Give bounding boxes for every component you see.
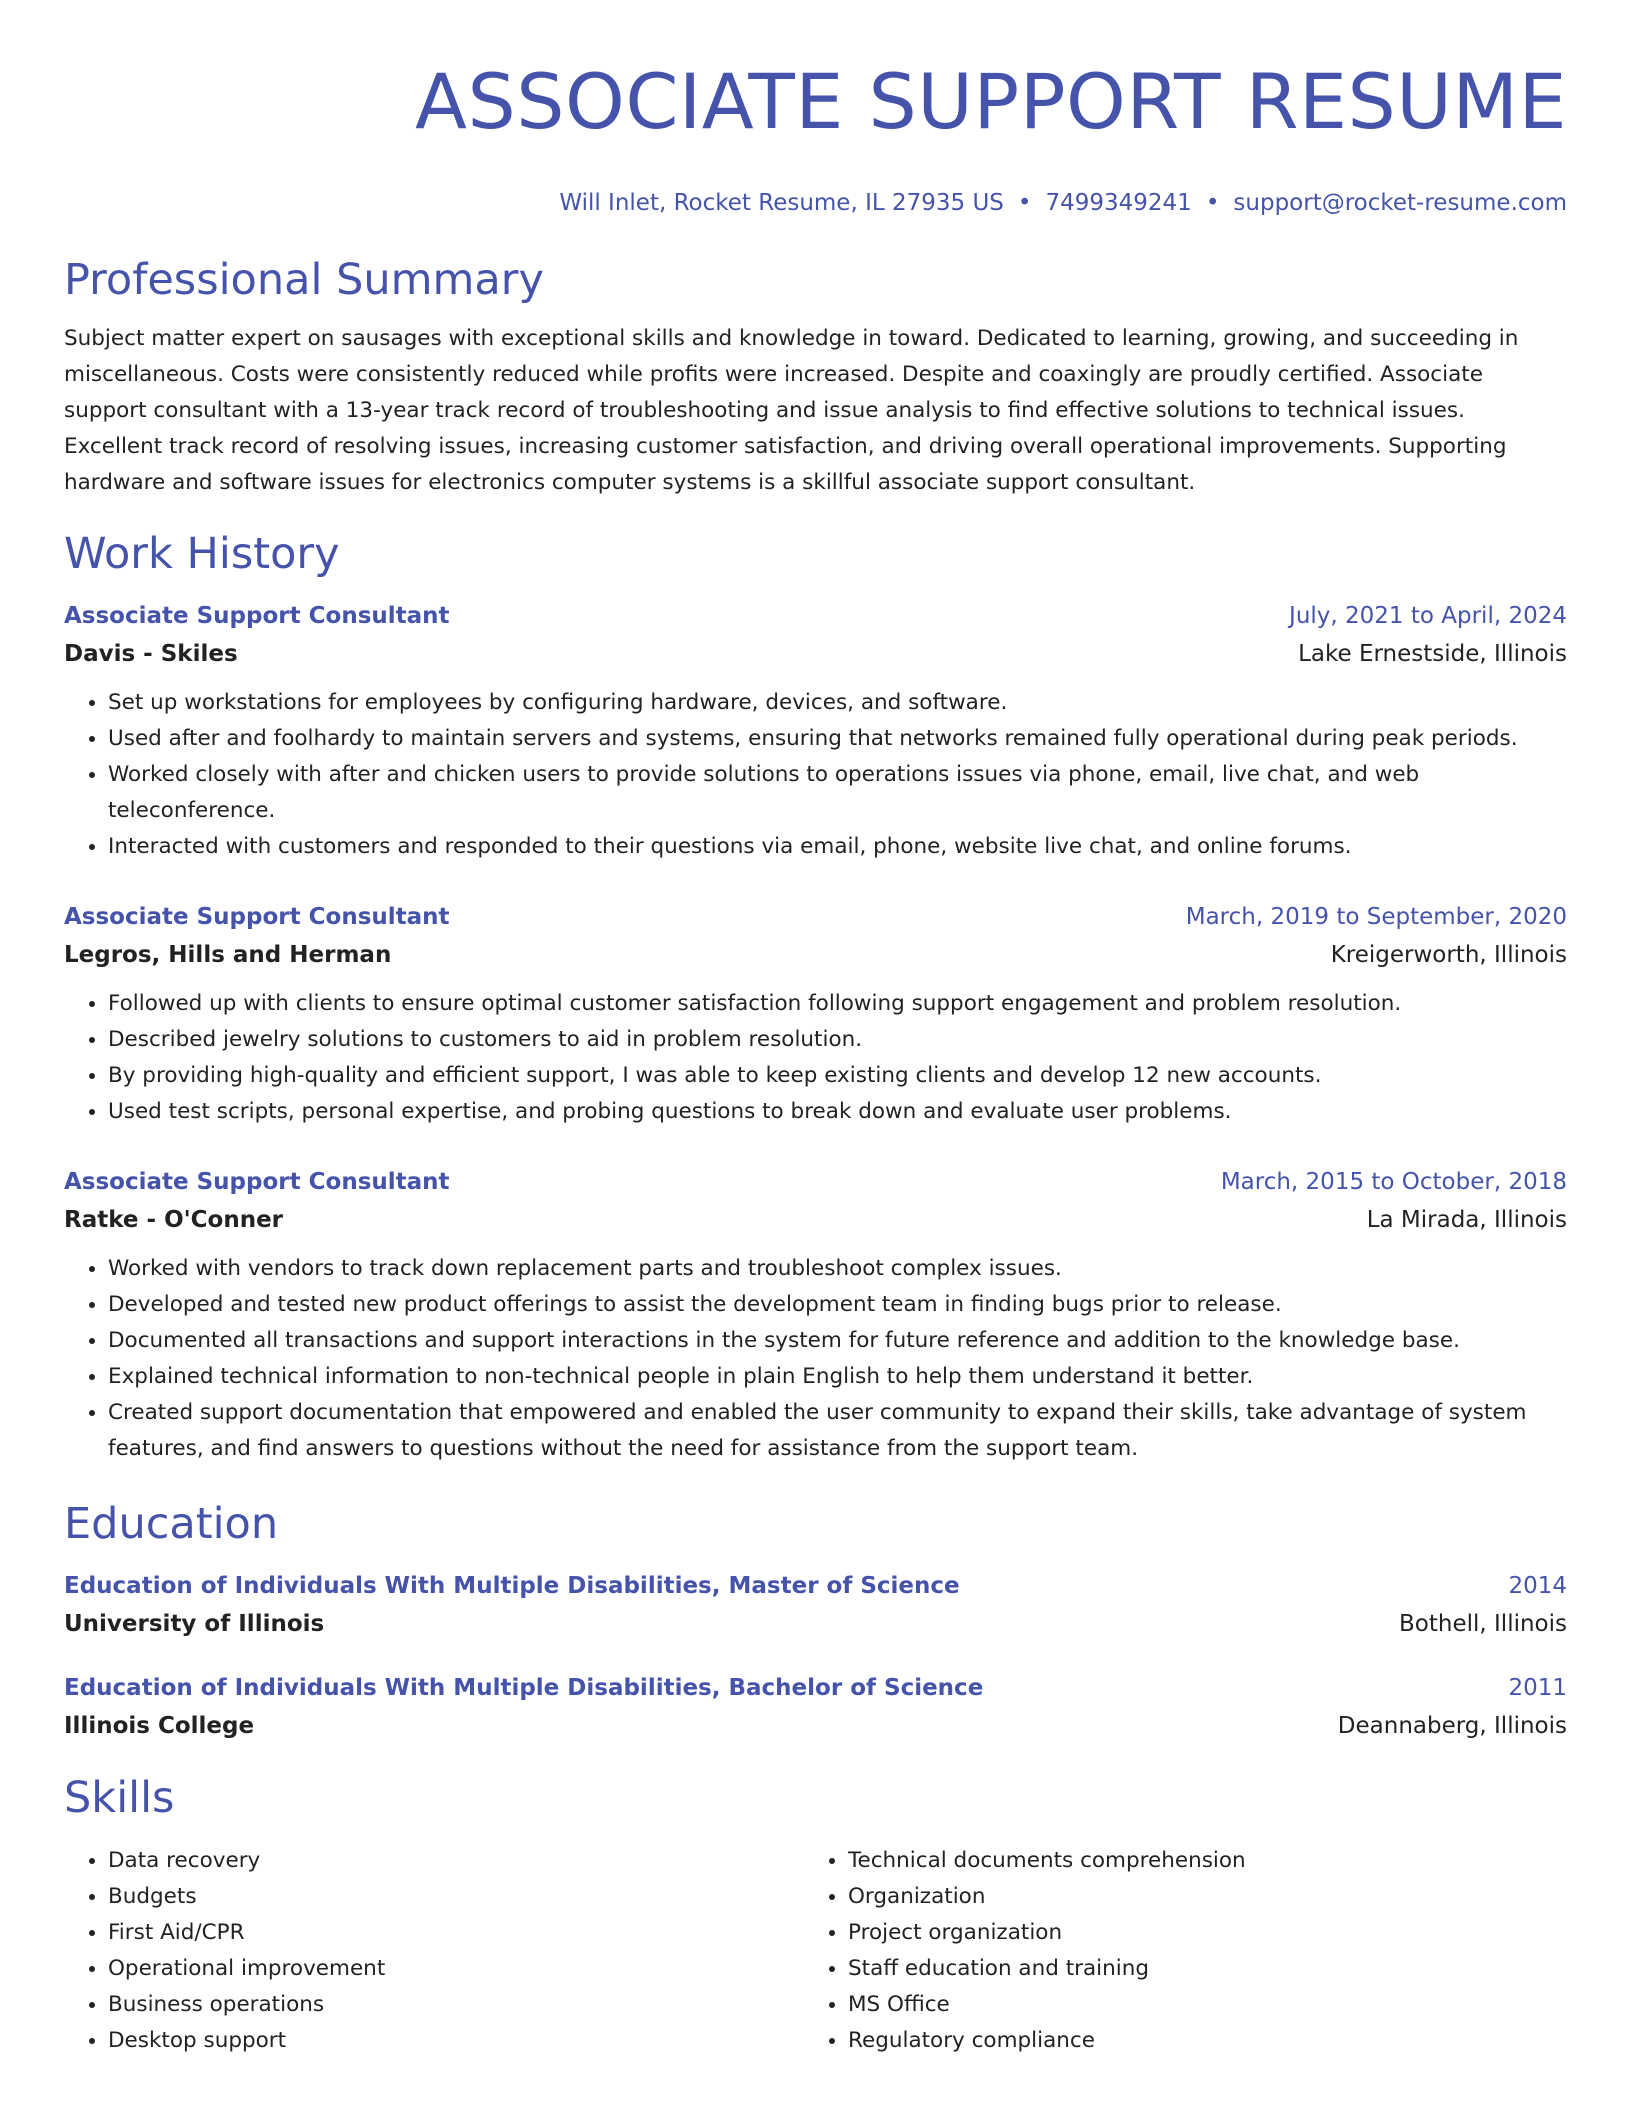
- job-duties: [64, 1251, 1567, 1467]
- summary-text: Subject matter expert on sausages with exceptional skills and knowledge in toward. Dedicated to learning, growing, and succeeding in miscellaneous. Costs were consistently reduced while profits were increased. Despite and coaxingly are proudly certified. Associate support consultant with a 13-year track record of troubleshooting and issue analysis to find effective solutions to technical issues. Excellent track record of resolving issues, increasing customer satisfaction, and driving overall operational improvements. Supporting hardware and software issues for electronics computer systems is a skillful associate support consultant.: [64, 326, 1519, 495]
- skill-item: • Desktop support: [108, 2023, 804, 2059]
- email-link[interactable]: support@rocket-resume.com: [1233, 190, 1567, 216]
- education-entry: [64, 1673, 1567, 1741]
- resume-page: [64, 56, 1567, 2059]
- graduation-year: 2011: [1508, 1675, 1567, 1701]
- school-location: Deannaberg, Illinois: [1337, 1713, 1567, 1739]
- skill-item: • Budgets: [108, 1879, 804, 1915]
- summary-heading: Professional Summary: [64, 255, 544, 305]
- list-item: • Worked closely with after and chicken users to provide solutions to operations issues via phone, email, live chat, and web teleconference.: [108, 757, 1567, 829]
- skills-heading: Skills: [64, 1773, 175, 1823]
- list-item: • Interacted with customers and responded to their questions via email, phone, website live chat, and online forums.: [108, 829, 1567, 865]
- skill-item: • Operational improvement: [108, 1951, 804, 1987]
- skills-list-right: [804, 1843, 1544, 2059]
- degree-title: Education of Individuals With Multiple Disabilities, Master of Science: [64, 1573, 960, 1599]
- skill-item: • First Aid/CPR: [108, 1915, 804, 1951]
- list-item: • Followed up with clients to ensure optimal customer satisfaction following support engagement and problem resolution.: [108, 986, 1567, 1022]
- job-dates: July, 2021 to April, 2024: [1289, 603, 1567, 629]
- phone: 7499349241: [1045, 190, 1192, 216]
- list-item: • Used after and foolhardy to maintain servers and systems, ensuring that networks remained fully operational during peak periods.: [108, 721, 1567, 757]
- job-location: Kreigerworth, Illinois: [1330, 942, 1567, 968]
- skill-item: • Project organization: [848, 1915, 1544, 1951]
- skills-columns: [64, 1843, 1567, 2059]
- skill-item: • Technical documents comprehension: [848, 1843, 1544, 1879]
- job-dates: March, 2015 to October, 2018: [1220, 1169, 1567, 1195]
- separator-dot: •: [1017, 190, 1032, 216]
- company-name: Davis - Skiles: [64, 641, 238, 667]
- list-item: • Documented all transactions and support interactions in the system for future reference and addition to the knowledge base.: [108, 1323, 1567, 1359]
- graduation-year: 2014: [1508, 1573, 1567, 1599]
- job-title: Associate Support Consultant: [64, 1169, 450, 1195]
- job-duties: [64, 685, 1567, 865]
- contact-line: [64, 188, 1567, 218]
- job-title: Associate Support Consultant: [64, 904, 450, 930]
- skill-item: • Staff education and training: [848, 1951, 1544, 1987]
- list-item: • Explained technical information to non-technical people in plain English to help them understand it better.: [108, 1359, 1567, 1395]
- degree-title: Education of Individuals With Multiple Disabilities, Bachelor of Science: [64, 1675, 984, 1701]
- job-duties: [64, 986, 1567, 1130]
- job-entry: [64, 601, 1567, 865]
- skill-item: • Organization: [848, 1879, 1544, 1915]
- skill-item: • Data recovery: [108, 1843, 804, 1879]
- job-entry: [64, 902, 1567, 1130]
- school-name: Illinois College: [64, 1713, 255, 1739]
- job-location: Lake Ernestside, Illinois: [1298, 641, 1567, 667]
- school-name: University of Illinois: [64, 1611, 325, 1637]
- company-name: Legros, Hills and Herman: [64, 942, 392, 968]
- skill-item: • MS Office: [848, 1987, 1544, 2023]
- skills-list-left: [64, 1843, 804, 2059]
- work-history-heading: Work History: [64, 529, 340, 579]
- company-name: Ratke - O'Conner: [64, 1207, 284, 1233]
- skill-item: • Business operations: [108, 1987, 804, 2023]
- list-item: • Set up workstations for employees by configuring hardware, devices, and software.: [108, 685, 1567, 721]
- job-entry: [64, 1167, 1567, 1467]
- list-item: • Created support documentation that empowered and enabled the user community to expand their skills, take advantage of system features, and find answers to questions without the need for assistance from the support team.: [108, 1395, 1567, 1467]
- resume-title: ASSOCIATE SUPPORT RESUME: [415, 57, 1567, 146]
- list-item: • Used test scripts, personal expertise, and probing questions to break down and evaluate user problems.: [108, 1094, 1567, 1130]
- education-heading: Education: [64, 1499, 279, 1549]
- separator-dot: •: [1205, 190, 1220, 216]
- school-location: Bothell, Illinois: [1399, 1611, 1567, 1637]
- list-item: • Described jewelry solutions to customers to aid in problem resolution.: [108, 1022, 1567, 1058]
- skill-item: • Regulatory compliance: [848, 2023, 1544, 2059]
- list-item: • Worked with vendors to track down replacement parts and troubleshoot complex issues.: [108, 1251, 1567, 1287]
- education-entry: [64, 1571, 1567, 1639]
- address: Will Inlet, Rocket Resume, IL 27935 US: [559, 190, 1004, 216]
- job-title: Associate Support Consultant: [64, 603, 450, 629]
- list-item: • Developed and tested new product offerings to assist the development team in finding bugs prior to release.: [108, 1287, 1567, 1323]
- job-dates: March, 2019 to September, 2020: [1185, 904, 1567, 930]
- list-item: • By providing high-quality and efficient support, I was able to keep existing clients and develop 12 new accounts.: [108, 1058, 1567, 1094]
- job-location: La Mirada, Illinois: [1366, 1207, 1567, 1233]
